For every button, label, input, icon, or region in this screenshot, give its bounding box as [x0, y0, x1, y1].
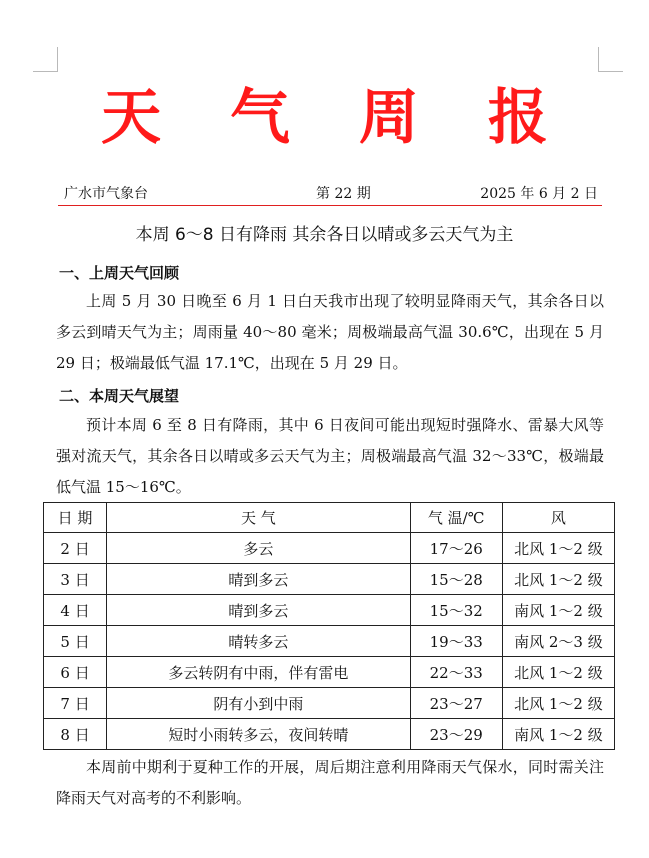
outlook-paragraph: 预计本周 6 至 8 日有降雨，其中 6 日夜间可能出现短时强降水、雷暴大风等强对流天气，其余各日以晴或多云天气为主；周极端最高气温 32～33℃，极端最低气温 15～16℃。	[56, 416, 604, 496]
cell-temperature: 19～33	[410, 626, 502, 657]
cell-weather: 晴到多云	[107, 595, 411, 626]
cell-wind: 北风 1～2 级	[502, 564, 614, 595]
cell-date: 2 日	[44, 533, 107, 564]
issue-number: 第 22 期	[316, 186, 371, 202]
review-paragraph: 上周 5 月 30 日晚至 6 月 1 日白天我市出现了较明显降雨天气，其余各日以多云到晴天气为主；周雨量 40～80 毫米；周极端最高气温 30.6℃，出现在 5 月 29 日；极端最低气温 17.1℃，出现在 5 月 29 日。	[56, 292, 604, 372]
section-heading-review: 一、上周天气回顾	[59, 264, 180, 282]
cell-weather: 多云	[107, 533, 411, 564]
cell-temperature: 15～32	[410, 595, 502, 626]
table-row	[44, 533, 615, 564]
table-row	[44, 626, 615, 657]
cell-date: 4 日	[44, 595, 107, 626]
table-row	[44, 688, 615, 719]
header-temperature: 气 温/℃	[410, 503, 502, 533]
cell-wind: 北风 1～2 级	[502, 688, 614, 719]
cell-date: 8 日	[44, 719, 107, 750]
cell-date: 5 日	[44, 626, 107, 657]
table-header-row	[44, 503, 615, 533]
table-row	[44, 564, 615, 595]
header-wind: 风	[502, 503, 614, 533]
issuing-office: 广水市气象台	[64, 186, 148, 202]
cell-wind: 北风 1～2 级	[502, 533, 614, 564]
table-row	[44, 719, 615, 750]
header-red-rule	[58, 205, 602, 206]
document-title: 天 气 周 报	[101, 83, 572, 153]
table-row	[44, 657, 615, 688]
crop-mark-top-left	[33, 47, 58, 72]
closing-paragraph: 本周前中期利于夏种工作的开展，周后期注意利用降雨天气保水，同时需关注降雨天气对高考的不利影响。	[56, 758, 604, 807]
cell-weather: 晴到多云	[107, 564, 411, 595]
cell-date: 6 日	[44, 657, 107, 688]
headline: 本周 6～8 日有降雨 其余各日以晴或多云天气为主	[135, 225, 514, 245]
cell-temperature: 23～27	[410, 688, 502, 719]
cell-wind: 南风 1～2 级	[502, 719, 614, 750]
forecast-table	[43, 502, 615, 750]
cell-wind: 南风 1～2 级	[502, 595, 614, 626]
cell-weather: 多云转阴有中雨，伴有雷电	[107, 657, 411, 688]
cell-wind: 北风 1～2 级	[502, 657, 614, 688]
cell-weather: 阴有小到中雨	[107, 688, 411, 719]
cell-weather: 晴转多云	[107, 626, 411, 657]
cell-temperature: 15～28	[410, 564, 502, 595]
cell-temperature: 23～29	[410, 719, 502, 750]
cell-wind: 南风 2～3 级	[502, 626, 614, 657]
header-date: 日 期	[44, 503, 107, 533]
cell-date: 7 日	[44, 688, 107, 719]
cell-date: 3 日	[44, 564, 107, 595]
cell-temperature: 17～26	[410, 533, 502, 564]
cell-weather: 短时小雨转多云，夜间转晴	[107, 719, 411, 750]
table-row	[44, 595, 615, 626]
cell-temperature: 22～33	[410, 657, 502, 688]
header-weather: 天 气	[107, 503, 411, 533]
issue-date: 2025 年 6 月 2 日	[480, 186, 598, 202]
section-heading-outlook: 二、本周天气展望	[59, 387, 180, 405]
issue-meta-row	[58, 184, 598, 204]
crop-mark-top-right	[598, 47, 623, 72]
